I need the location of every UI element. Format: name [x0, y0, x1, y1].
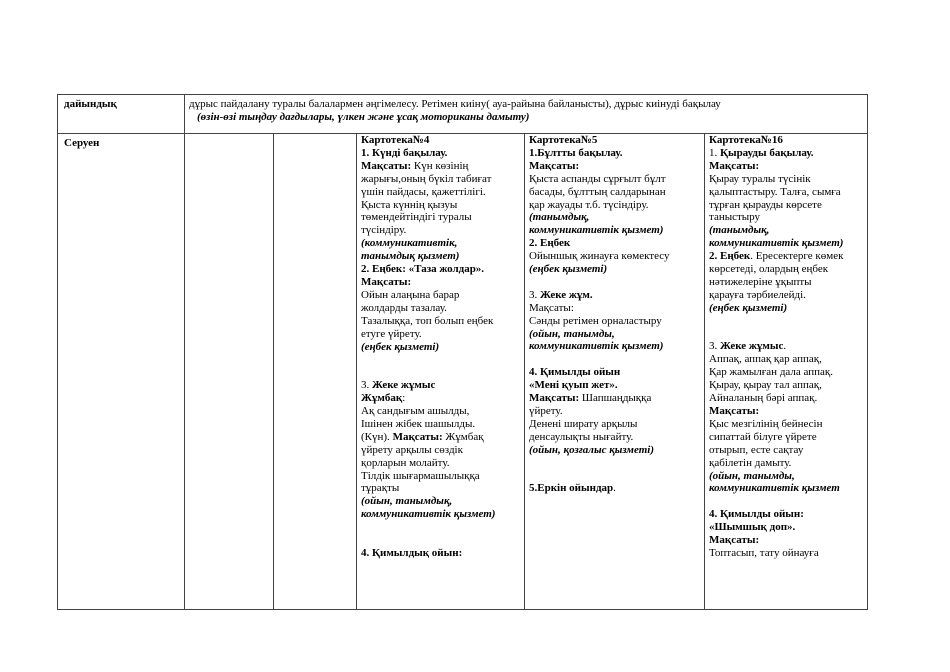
text-line: Қыста күннің қызуы [361, 198, 458, 211]
text-line: Ойыншық жинауға көмектесу [529, 250, 670, 263]
text-line: жолдарды тазалау. [361, 301, 447, 314]
observation-heading: 1. Қырауды бақылау. [709, 146, 814, 159]
labor-heading: 2. Еңбек [529, 237, 571, 250]
row-label-preparation: дайындық [58, 95, 185, 134]
text-line: қалыптастыру. Талға, сымға [709, 185, 841, 198]
text-line: нәтижелеріне ұқыпты [709, 275, 812, 288]
text-line: басады, бұлттың салдарынан [529, 185, 666, 198]
text-line: қарауға тәрбиелейді. [709, 288, 806, 301]
text-line: үйрету. [529, 405, 563, 417]
card-5-cell [525, 134, 705, 610]
text-line: түсіндіру. [361, 224, 407, 237]
text-line: көрсетеді, олардың еңбек [709, 263, 829, 276]
empty-cell [274, 134, 357, 610]
activity-type: (танымдық, [529, 211, 590, 224]
preparation-content [185, 95, 868, 134]
activity-type: (коммуникативтік, [361, 237, 458, 250]
text-line: Қырау туралы түсінік [709, 172, 811, 185]
activity-type: танымдық қызмет) [361, 250, 460, 263]
text-line: үшін пайдасы, қажеттілігі. [361, 185, 486, 198]
goal-label: Мақсаты: [529, 159, 580, 172]
text-line: Ойын алаңына барар [361, 288, 460, 301]
row-preparation [58, 95, 868, 134]
text-line: Ішінен жібек шашылды. [361, 417, 476, 430]
card-16-cell [705, 134, 868, 610]
text-line: Ақ сандығым ашылды, [361, 405, 470, 418]
activity-type: (ойын, танымды, [529, 327, 615, 340]
text-line: қабілетін дамыту. [709, 456, 792, 469]
text-line: жарығы,оның бүкіл табиғат [361, 172, 492, 185]
individual-work-heading: 3. Жеке жұм. [529, 288, 593, 301]
goal-label: Мақсаты: [529, 301, 574, 314]
row-label-walk: Серуен [58, 134, 185, 610]
row-walk [58, 134, 868, 610]
game-title: «Мені қуып жет». [529, 379, 618, 392]
poem-line: Аппақ, аппақ қар аппақ, [709, 353, 822, 366]
observation-heading: 1.Бұлтты бақылау. [529, 146, 623, 159]
goal-label: Мақсаты: [361, 275, 412, 288]
riddle-heading: Жұмбақ: [361, 392, 406, 405]
text-line: Тазалыққа, топ болып еңбек [361, 314, 494, 327]
activity-type: коммуникативтік қызмет) [361, 508, 496, 521]
empty-cell [185, 134, 274, 610]
activity-type: (еңбек қызметі) [361, 340, 440, 353]
preparation-skills: (өзін-өзі тыңдау дағдылары, үлкен және ұсақ моториканы дамыту) [197, 111, 530, 123]
text-line: Қыста аспанды сұрғылт бұлт [529, 172, 666, 185]
text-line: (Күн). Мақсаты: Жұмбақ [361, 430, 484, 443]
text-line: Денені ширату арқылы [529, 417, 638, 430]
goal-label: Мақсаты: [709, 159, 760, 172]
text-line: отырып, есте сақтау [709, 443, 804, 456]
text-line: тұрақты [361, 482, 400, 495]
text-line: төмендейтіндігі туралы [361, 211, 472, 224]
poem-line: Қырау, қырау тал аппақ, [709, 379, 822, 392]
text-line: сипаттай білуге үйрете [709, 430, 817, 443]
card-title: Картотека№16 [709, 134, 783, 146]
text-line: қар жауады т.б. түсіндіру. [529, 198, 649, 211]
activity-type: (еңбек қызметі) [529, 263, 608, 276]
goal-label: Мақсаты: [709, 405, 760, 418]
plan-table [57, 94, 867, 610]
card-title: Картотека№4 [361, 134, 430, 146]
game-heading: 4. Қимылдық ойын: [361, 546, 463, 559]
activity-type: коммуникативтік қызмет) [529, 340, 664, 353]
individual-work-heading: 3. Жеке жұмыс. [709, 340, 787, 353]
activity-type: коммуникативтік қызмет [709, 482, 840, 495]
text-line: Мақсаты: Күн көзінің [361, 159, 469, 172]
poem-line: Айналаның бәрі аппақ. [709, 392, 818, 405]
activity-type: (ойын, танымдық, [361, 495, 453, 508]
poem-line: Қар жамылған дала аппақ. [709, 366, 834, 379]
activity-type: коммуникативтік қызмет) [529, 224, 664, 237]
activity-type: (еңбек қызметі) [709, 301, 788, 314]
text-line: Мақсаты: Шапшаңдыққа [529, 392, 652, 405]
text-line: Тілдік шығармашылыққа [361, 469, 480, 482]
labor-heading: 2. Еңбек: «Таза жолдар». [361, 263, 485, 276]
text-line: таныстыру [709, 211, 761, 224]
text-line: Қыс мезгілінің бейнесін [709, 417, 823, 430]
activity-type: коммуникативтік қызмет) [709, 237, 844, 250]
free-games-heading: 5.Еркін ойындар. [529, 482, 616, 495]
text-line: Топтасып, тату ойнауға [709, 546, 819, 559]
labor-heading: 2. Еңбек. Ересектерге көмек [709, 250, 844, 263]
text-line: тұрған қырауды көрсете [709, 198, 822, 211]
activity-type: (ойын, танымды, [709, 469, 795, 482]
activity-type: (ойын, қозғалыс қызметі) [529, 443, 654, 456]
text-line: үйрету арқылы сөздік [361, 443, 463, 456]
observation-heading: 1. Күнді бақылау. [361, 146, 448, 159]
goal-label: Мақсаты: [709, 534, 760, 547]
text-line: қорларын молайту. [361, 456, 450, 469]
game-heading: 4. Қимылды ойын [529, 366, 621, 379]
activity-type: (танымдық, [709, 224, 770, 237]
individual-work-heading: 3. Жеке жұмыс [361, 379, 436, 392]
game-heading: 4. Қимылды ойын: [709, 508, 804, 521]
card-4-cell [357, 134, 525, 610]
preparation-text: дұрыс пайдалану туралы балалармен әңгімелесу. Ретімен киіну( ауа-райына байланысты), дұрыс киінуді бақылау [189, 98, 721, 110]
text-line: Сәнды ретімен орналастыру [529, 314, 662, 327]
card-title: Картотека№5 [529, 134, 598, 146]
text-line: денсаулықты нығайту. [529, 430, 634, 443]
game-title: «Шымшық доп». [709, 521, 796, 534]
text-line: етуге үйрету. [361, 327, 422, 340]
